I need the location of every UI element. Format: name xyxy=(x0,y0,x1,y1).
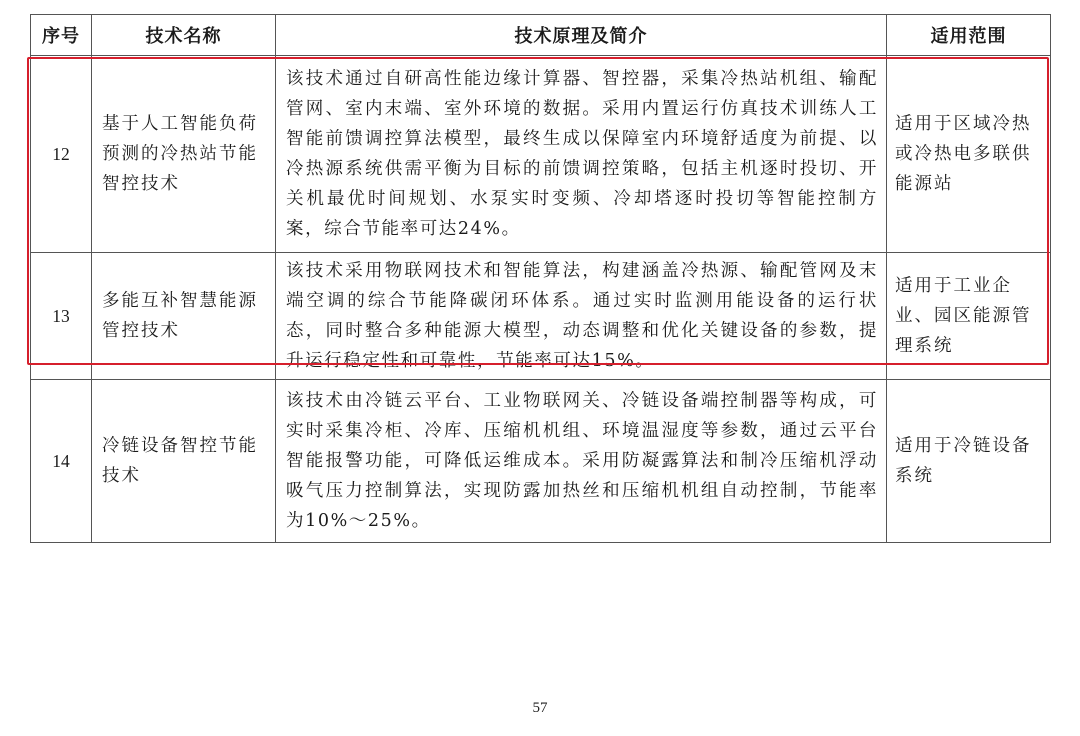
header-technology-name: 技术名称 xyxy=(92,15,276,56)
row-serial-number: 12 xyxy=(31,56,92,253)
page-number: 57 xyxy=(532,700,548,716)
row-application-scope: 适用于工业企业、园区能源管理系统 xyxy=(887,253,1051,380)
technology-table xyxy=(30,14,1051,543)
header-principle-description: 技术原理及简介 xyxy=(276,15,887,56)
row-principle-description: 该技术采用物联网技术和智能算法，构建涵盖冷热源、输配管网及末端空调的综合节能降碳闭环体系。通过实时监测用能设备的运行状态，同时整合多种能源大模型，动态调整和优化关键设备的参数，提升运行稳定性和可靠性，节能率可达15%。 xyxy=(276,253,887,380)
row-serial-number: 13 xyxy=(31,253,92,380)
row-application-scope: 适用于冷链设备系统 xyxy=(887,380,1051,543)
table-row xyxy=(31,380,1051,543)
row-principle-description: 该技术通过自研高性能边缘计算器、智控器，采集冷热站机组、输配管网、室内末端、室外环境的数据。采用内置运行仿真技术训练人工智能前馈调控算法模型，最终生成以保障室内环境舒适度为前提、以冷热源系统供需平衡为目标的前馈调控策略，包括主机逐时投切、开关机最优时间规划、水泵实时变频、冷却塔逐时投切等智能控制方案，综合节能率可达24%。 xyxy=(276,56,887,253)
row-technology-name: 基于人工智能负荷预测的冷热站节能智控技术 xyxy=(92,56,276,253)
row-principle-description: 该技术由冷链云平台、工业物联网关、冷链设备端控制器等构成，可实时采集冷柜、冷库、压缩机机组、环境温湿度等参数，通过云平台智能报警功能，可降低运维成本。采用防凝露算法和制冷压缩机浮动吸气压力控制算法，实现防露加热丝和压缩机机组自动控制，节能率为10%～25%。 xyxy=(276,380,887,543)
table-row xyxy=(31,253,1051,380)
row-technology-name: 多能互补智慧能源管控技术 xyxy=(92,253,276,380)
table-header-row xyxy=(31,15,1051,56)
header-application-scope: 适用范围 xyxy=(887,15,1051,56)
row-serial-number: 14 xyxy=(31,380,92,543)
header-serial-number: 序号 xyxy=(31,15,92,56)
row-application-scope: 适用于区域冷热或冷热电多联供能源站 xyxy=(887,56,1051,253)
table-row xyxy=(31,56,1051,253)
row-technology-name: 冷链设备智控节能技术 xyxy=(92,380,276,543)
